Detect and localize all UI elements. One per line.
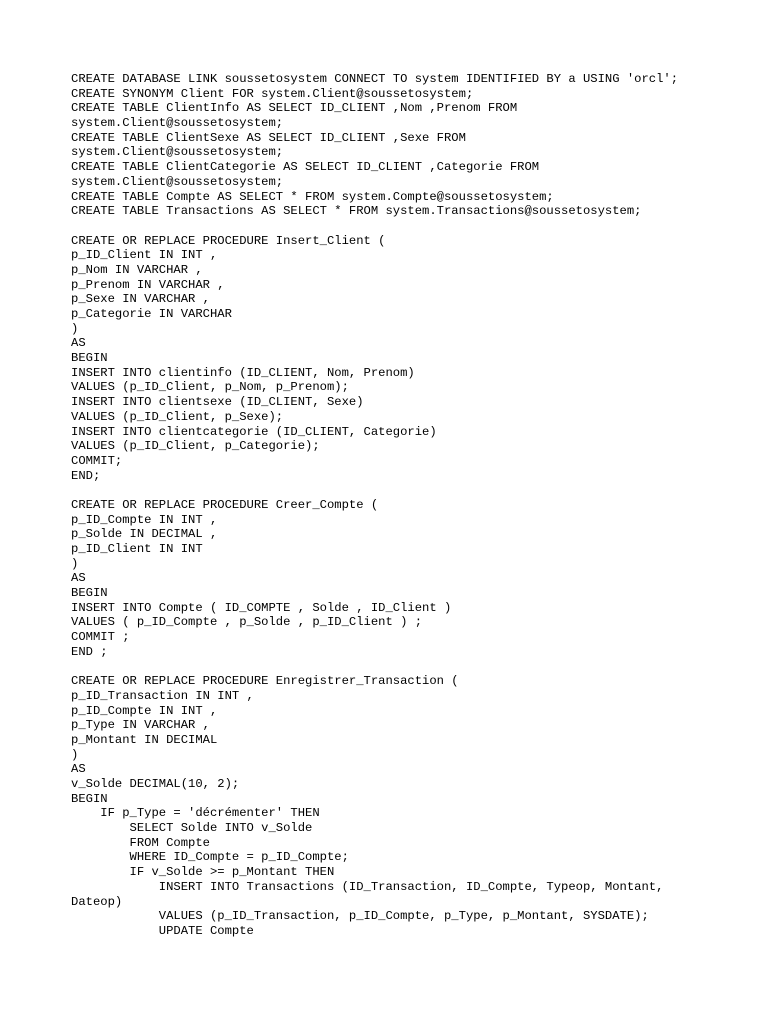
code-line: ) [71,321,79,336]
code-line: CREATE TABLE ClientInfo AS SELECT ID_CLIENT ,Nom ,Prenom FROM [71,101,518,116]
code-line: IF p_Type = 'décrémenter' THEN [71,806,320,821]
code-line: BEGIN [71,586,108,601]
code-line: COMMIT ; [71,630,130,645]
code-line: CREATE TABLE ClientSexe AS SELECT ID_CLIENT ,Sexe FROM [71,130,466,145]
code-line: p_ID_Client IN INT [71,542,203,556]
code-line: BEGIN [71,791,108,806]
code-line: VALUES (p_ID_Client, p_Nom, p_Prenom); [71,380,349,395]
code-line: INSERT INTO clientinfo (ID_CLIENT, Nom, Prenom) [71,365,415,380]
sql-code-block [71,72,731,939]
code-line: AS [71,762,86,777]
code-line: p_Prenom IN VARCHAR , [71,277,225,292]
code-line: WHERE ID_Compte = p_ID_Compte; [71,850,349,865]
code-line: p_Nom IN VARCHAR , [71,262,203,277]
code-line: CREATE SYNONYM Client FOR system.Client@soussetosystem; [71,86,474,101]
code-line: INSERT INTO clientcategorie (ID_CLIENT, Categorie) [71,424,437,439]
code-line: AS [71,571,86,586]
code-line: UPDATE Compte [71,923,254,938]
code-line: p_Solde IN DECIMAL , [71,527,218,542]
code-line: FROM Compte [71,835,210,850]
code-line: p_Categorie IN VARCHAR [71,307,232,321]
code-line: p_Type IN VARCHAR , [71,718,210,733]
code-line: p_Sexe IN VARCHAR , [71,292,210,307]
blank-line [71,219,731,234]
blank-line [71,483,731,498]
code-line: CREATE TABLE ClientCategorie AS SELECT ID_CLIENT ,Categorie FROM [71,160,540,175]
code-line: END ; [71,644,108,659]
code-line: p_Montant IN DECIMAL [71,732,218,747]
code-line: p_ID_Client IN INT , [71,248,218,263]
code-line: VALUES (p_ID_Client, p_Categorie); [71,439,320,454]
code-line: ) [71,747,79,762]
code-line: Dateop) [71,894,123,909]
code-line: VALUES (p_ID_Client, p_Sexe); [71,409,284,424]
code-line: VALUES ( p_ID_Compte , p_Solde , p_ID_Client ) ; [71,615,423,630]
document-page [71,72,731,939]
code-line: SELECT Solde INTO v_Solde [71,821,313,836]
code-line: p_ID_Transaction IN INT , [71,688,254,703]
code-line: CREATE OR REPLACE PROCEDURE Enregistrer_Transaction ( [71,674,459,689]
code-line: system.Client@soussetosystem; [71,145,284,160]
blank-line [71,660,731,675]
code-line: p_ID_Compte IN INT , [71,512,218,527]
code-line: CREATE DATABASE LINK soussetosystem CONNECT TO system IDENTIFIED BY a USING 'orcl'; [71,72,679,86]
code-line: CREATE OR REPLACE PROCEDURE Creer_Compte ( [71,497,379,512]
code-line: ) [71,556,79,571]
code-line: AS [71,336,86,351]
code-line: v_Solde DECIMAL(10, 2); [71,777,240,791]
code-line: INSERT INTO Transactions (ID_Transaction, ID_Compte, Typeop, Montant, [71,879,664,894]
code-line: END; [71,468,101,483]
code-line: IF v_Solde >= p_Montant THEN [71,865,335,880]
code-line: CREATE TABLE Compte AS SELECT * FROM system.Compte@soussetosystem; [71,189,554,204]
code-line: BEGIN [71,351,108,366]
code-line: INSERT INTO Compte ( ID_COMPTE , Solde , ID_Client ) [71,600,452,615]
code-line: INSERT INTO clientsexe (ID_CLIENT, Sexe) [71,395,364,410]
code-line: p_ID_Compte IN INT , [71,703,218,718]
code-line: CREATE OR REPLACE PROCEDURE Insert_Client ( [71,233,386,248]
code-line: system.Client@soussetosystem; [71,174,284,189]
code-line: CREATE TABLE Transactions AS SELECT * FROM system.Transactions@soussetosystem; [71,204,642,219]
code-line: COMMIT; [71,453,123,468]
code-line: system.Client@soussetosystem; [71,116,284,131]
code-line: VALUES (p_ID_Transaction, p_ID_Compte, p_Type, p_Montant, SYSDATE); [71,909,649,924]
